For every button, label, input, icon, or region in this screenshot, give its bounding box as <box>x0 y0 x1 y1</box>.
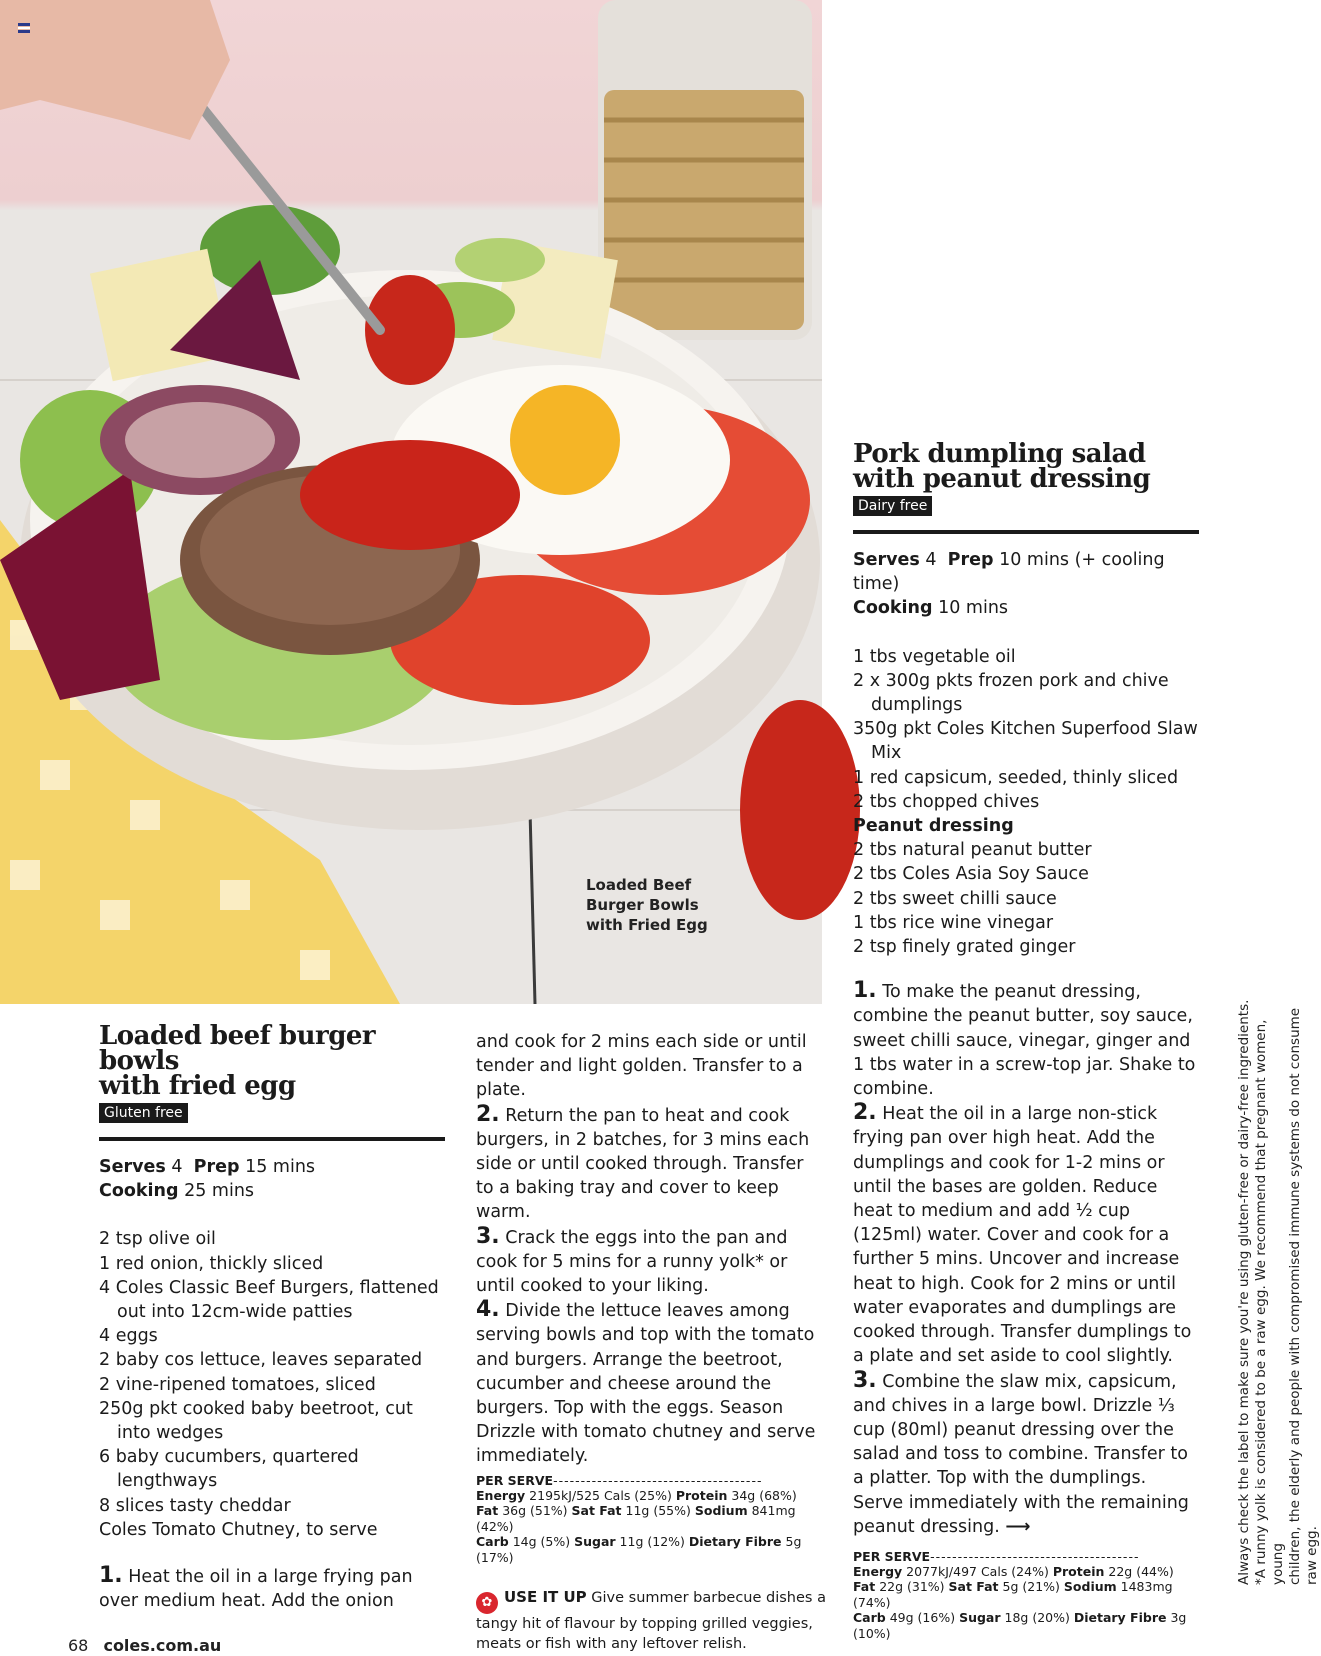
ingredient-item: 2 tbs natural peanut butter <box>853 840 1092 861</box>
disclaimer-line: children, the elderly and people with compromised immune systems do not consume raw egg. <box>1287 1007 1320 1585</box>
ingredient-item: 4 Coles Classic Beef Burgers, flattened out into 12cm-wide patties <box>99 1277 439 1323</box>
recipe-title-line2: with fried egg <box>99 1071 296 1101</box>
nutri-value: 49g (16%) <box>889 1610 956 1626</box>
nutri-label: Fat <box>853 1579 876 1595</box>
nutri-value: 2077kJ/497 Cals (24%) <box>906 1563 1049 1579</box>
disclaimer-line: *A runny yolk is considered to be a raw egg. We recommend that pregnant women, young <box>1253 1019 1286 1585</box>
serves-value: 4 <box>171 1157 183 1177</box>
leaf-icon: ✿ <box>476 1592 498 1614</box>
ingredient-item: 1 red capsicum, seeded, thinly sliced <box>853 767 1179 788</box>
per-serve-heading <box>853 1549 1199 1564</box>
per-serve-label: PER SERVE <box>476 1472 554 1488</box>
nutrition-panel <box>853 1549 1199 1642</box>
method-step <box>476 1298 826 1468</box>
recipe-meta <box>853 548 1199 621</box>
nutri-label: Protein <box>675 1487 728 1503</box>
ingredient-item: 2 tbs sweet chilli sauce <box>853 888 1057 909</box>
nutri-value: 2195kJ/525 Cals (25%) <box>529 1487 672 1503</box>
nutrition-line <box>476 1503 826 1534</box>
step-number: 1. <box>99 1563 123 1589</box>
dashed-rule: -------------------------------------- <box>930 1548 1140 1564</box>
page-number: 68 <box>68 1636 89 1655</box>
side-disclaimer <box>1236 985 1321 1585</box>
nutri-label: Energy <box>853 1563 903 1579</box>
nutri-value: 22g (44%) <box>1108 1563 1174 1579</box>
nutri-value: 5g (17%) <box>476 1534 802 1565</box>
ingredient-list <box>853 645 1199 960</box>
ingredient-item: 1 red onion, thickly sliced <box>99 1253 324 1274</box>
nutri-label: Carb <box>853 1610 886 1626</box>
arrow-right-icon: ⟶ <box>1005 1516 1031 1537</box>
use-it-up-tip <box>476 1587 826 1654</box>
ingredient-item: 2 vine-ripened tomatoes, sliced <box>99 1374 376 1395</box>
ingredient-item: 1 tbs vegetable oil <box>853 646 1016 667</box>
serves-label: Serves <box>99 1157 166 1177</box>
tip-label: USE IT UP <box>504 1588 587 1607</box>
ingredient-item: 350g pkt Coles Kitchen Superfood Slaw Mix <box>853 719 1198 764</box>
step-text: Combine the slaw mix, capsicum, and chives in a large bowl. Drizzle ⅓ cup (80ml) peanut dressing over the salad and toss to combine. Transfer to a platter. Top with the dumplings. Serve immediately with the remaining peanut dressing. <box>853 1371 1189 1537</box>
nutrition-panel <box>476 1473 826 1566</box>
method-step <box>476 1225 826 1299</box>
nutrition-line <box>853 1564 1199 1580</box>
dressing-heading: Peanut dressing <box>853 816 1014 837</box>
nutri-label: Sugar <box>574 1534 616 1550</box>
cooking-label: Cooking <box>853 598 933 619</box>
ingredient-item: 6 baby cucumbers, quartered lengthways <box>99 1447 359 1492</box>
step-text: Return the pan to heat and cook burgers, in 2 batches, for 3 mins each side or until cooked through. Transfer to a baking tray and cover to keep warm. <box>476 1105 810 1223</box>
ingredient-item: 2 tsp olive oil <box>99 1229 216 1250</box>
nutri-label: Protein <box>1052 1563 1105 1579</box>
ingredient-item: 4 eggs <box>99 1326 158 1347</box>
step-number: 2. <box>476 1101 500 1127</box>
serves-value: 4 <box>925 550 937 570</box>
tip-text: Give summer barbecue dishes a tangy hit of flavour by topping grilled veggies, meats or fish with any leftover relish. <box>476 1590 826 1653</box>
ingredient-item: 8 slices tasty cheddar <box>99 1495 291 1516</box>
hero-photo <box>0 0 822 1004</box>
page-footer <box>68 1636 221 1655</box>
nutri-label: Energy <box>476 1487 526 1503</box>
serves-label: Serves <box>853 550 920 570</box>
prep-label: Prep <box>193 1157 240 1177</box>
nutri-label: Dietary Fibre <box>688 1534 782 1550</box>
recipe-title-line2: with peanut dressing <box>853 464 1151 494</box>
diet-badge: Dairy free <box>853 496 932 516</box>
photo-caption: Loaded Beef Burger Bowls with Fried Egg <box>586 876 708 934</box>
ingredient-item: 1 tbs rice wine vinegar <box>853 912 1054 933</box>
disclaimer-line: Always check the label to make sure you're using gluten-free or dairy-free ingredients. <box>1236 999 1252 1585</box>
ingredient-item: 2 tbs Coles Asia Soy Sauce <box>853 864 1089 885</box>
method-step <box>853 979 1199 1101</box>
recipe-beef-burger <box>99 1021 445 1613</box>
nutri-label: Fat <box>476 1503 499 1519</box>
step-text: To make the peanut dressing, combine the peanut butter, soy sauce, sweet chilli sauce, vinegar, ginger and 1 tbs water in a screw-top jar. Shake to combine. <box>853 982 1196 1100</box>
step-number: 3. <box>853 1367 877 1393</box>
ingredient-item: 2 x 300g pkts frozen pork and chive dumplings <box>853 670 1169 716</box>
nutrition-line <box>476 1488 826 1504</box>
nutri-label: Sugar <box>959 1610 1001 1626</box>
nutri-label: Carb <box>476 1534 509 1550</box>
method <box>853 979 1199 1539</box>
nutrition-line <box>853 1579 1199 1610</box>
nutri-value: 36g (51%) <box>502 1503 568 1519</box>
step-text: Crack the eggs into the pan and cook for 5 mins for a runny yolk* or until cooked to your liking. <box>476 1227 788 1297</box>
nutri-value: 22g (31%) <box>879 1579 945 1595</box>
method <box>476 1030 826 1469</box>
step-text: and cook for 2 mins each side or until tender and light golden. Transfer to a plate. <box>476 1032 807 1101</box>
recipe-title <box>853 439 1199 494</box>
nutri-label: Sodium <box>1063 1579 1117 1595</box>
nutri-value: 5g (21%) <box>1002 1579 1060 1595</box>
cooking-label: Cooking <box>99 1181 179 1202</box>
divider <box>99 1137 445 1141</box>
ingredient-item: 2 baby cos lettuce, leaves separated <box>99 1350 423 1371</box>
nutri-value: 14g (5%) <box>512 1534 571 1550</box>
step-number: 2. <box>853 1100 877 1126</box>
per-serve-heading <box>476 1473 826 1488</box>
method-step <box>99 1564 445 1613</box>
ingredient-item: Coles Tomato Chutney, to serve <box>99 1519 378 1540</box>
nutri-value: 34g (68%) <box>731 1487 797 1503</box>
nutri-value: 11g (12%) <box>619 1534 685 1550</box>
step-text: Heat the oil in a large frying pan over medium heat. Add the onion <box>99 1567 413 1612</box>
recipe-title <box>99 1021 445 1101</box>
nutri-value: 3g (10%) <box>853 1610 1187 1641</box>
recipe-meta <box>99 1155 445 1203</box>
recipe-title-line1: Loaded beef burger bowls <box>99 1021 376 1076</box>
nutri-value: 18g (20%) <box>1004 1610 1070 1626</box>
site-link[interactable]: coles.com.au <box>103 1636 222 1655</box>
method-step <box>853 1101 1199 1368</box>
food-illustration <box>0 0 822 1004</box>
cooking-value: 25 mins <box>184 1181 255 1202</box>
ingredient-item: 250g pkt cooked baby beetroot, cut into wedges <box>99 1398 413 1444</box>
per-serve-label: PER SERVE <box>853 1548 931 1564</box>
nutrition-line <box>853 1610 1199 1641</box>
divider <box>853 530 1199 534</box>
step-text: Divide the lettuce leaves among serving bowls and top with the tomato and burgers. Arrange the beetroot, cucumber and cheese around the burgers. Top with the eggs. Season Drizzle with tomato chutney and serve immediately. <box>476 1301 816 1467</box>
step-number: 4. <box>476 1297 500 1323</box>
nutri-label: Sodium <box>694 1503 748 1519</box>
nutri-label: Sat Fat <box>571 1503 622 1519</box>
ingredient-item: 2 tbs chopped chives <box>853 791 1040 812</box>
cooking-value: 10 mins <box>938 598 1009 619</box>
dashed-rule: -------------------------------------- <box>553 1472 763 1488</box>
nutri-value: 11g (55%) <box>625 1503 691 1519</box>
prep-label: Prep <box>947 550 994 570</box>
recipe-title-line1: Pork dumpling salad <box>853 439 1146 469</box>
nutri-value: 1483mg (74%) <box>853 1579 1173 1610</box>
prep-value: 10 mins (+ cooling time) <box>853 550 1165 595</box>
method-step <box>476 1103 826 1225</box>
ingredient-item: 2 tsp finely grated ginger <box>853 937 1076 958</box>
method <box>99 1564 445 1613</box>
step-number: 1. <box>853 978 877 1004</box>
nutri-label: Dietary Fibre <box>1073 1610 1167 1626</box>
prep-value: 15 mins <box>245 1157 316 1177</box>
step-number: 3. <box>476 1223 500 1249</box>
flag-icon <box>18 18 30 28</box>
recipe-beef-burger-method <box>476 1030 826 1654</box>
nutri-value: 841mg (42%) <box>476 1503 796 1534</box>
recipe-pork-dumpling <box>853 439 1199 1641</box>
nutrition-line <box>476 1534 826 1565</box>
diet-badge: Gluten free <box>99 1103 188 1123</box>
method-step <box>853 1369 1199 1539</box>
ingredient-list <box>99 1227 445 1542</box>
step-text: Heat the oil in a large non-stick frying pan over high heat. Add the dumplings and cook for 1-2 mins or until the bases are golden. Reduce heat to medium and add ½ cup (125ml) water. Cover and cook for a further 5 mins. Uncover and increase heat to high. Cook for 2 mins or until water evaporates and dumplings are cooked through. Transfer dumplings to a plate and set aside to cool slightly. <box>853 1104 1192 1367</box>
nutri-label: Sat Fat <box>948 1579 999 1595</box>
